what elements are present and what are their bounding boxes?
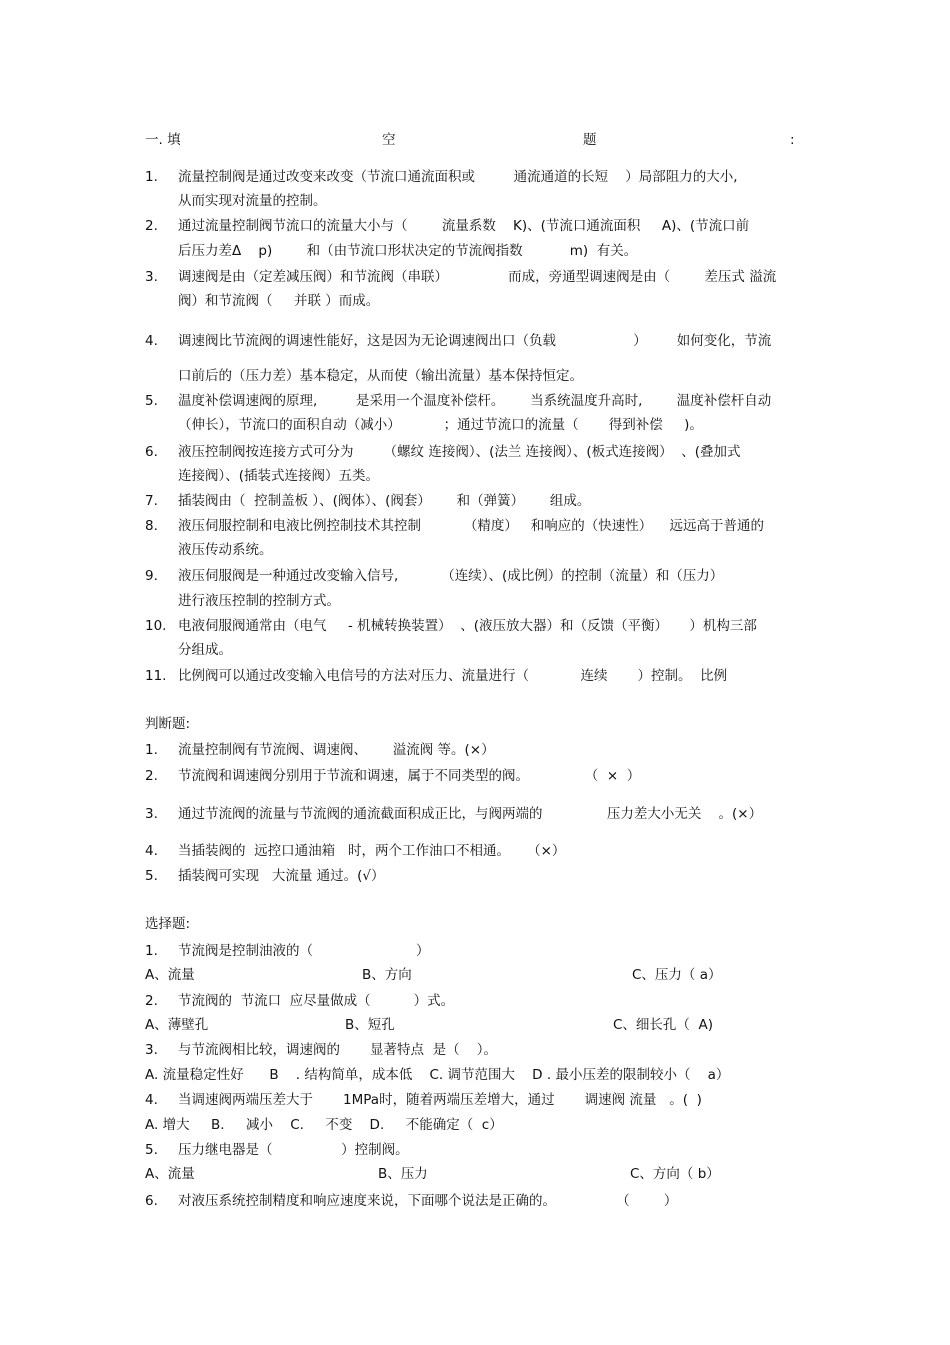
question-number: 4. <box>145 1092 158 1108</box>
question-number: 4. <box>145 843 158 859</box>
answer-option: A. 增大 B. 减小 C. 不变 D. 不能确定（ c） <box>145 1117 503 1133</box>
question-text-line: 液压控制阀按连接方式可分为 （螺纹 连接阀）、(法兰 连接阀）、(板式连接阀） 、(叠加式 <box>178 444 741 460</box>
question-number: 6. <box>145 444 158 460</box>
question-text: 节流阀是控制油液的（ ） <box>178 943 430 959</box>
question-number: 5. <box>145 1142 158 1158</box>
question-number: 3. <box>145 269 158 285</box>
question-text: 流量控制阀有节流阀、调速阀、 溢流阀 等。(×） <box>178 742 495 758</box>
question-number: 7. <box>145 493 158 509</box>
question-text-line: 流量控制阀是通过改变来改变（节流口通流面积或 通流通道的长短 ）局部阻力的大小, <box>178 169 738 185</box>
question-number: 2. <box>145 218 158 234</box>
question-text: 插装阀可实现 大流量 通过。(√） <box>178 868 385 884</box>
question-number: 3. <box>145 806 158 822</box>
question-number: 4. <box>145 333 158 349</box>
question-number: 1. <box>145 742 158 758</box>
answer-option: A、流量 <box>145 967 195 983</box>
question-text-line: 电液伺服阀通常由（电气 - 机械转换装置） 、(液压放大器）和（反馈（平衡） ）机构三部 <box>178 618 757 634</box>
question-number: 6. <box>145 1193 158 1209</box>
answer-option: A、薄壁孔 <box>145 1017 209 1033</box>
question-number: 5. <box>145 393 158 409</box>
question-number: 9. <box>145 568 158 584</box>
answer-option: B、短孔 <box>345 1017 395 1033</box>
question-number: 2. <box>145 768 158 784</box>
section-heading-fill-char: 题 <box>583 132 597 148</box>
judge-section-title: 判断题: <box>145 716 191 732</box>
question-text-line: 液压传动系统。 <box>178 542 273 558</box>
answer-option: B、方向 <box>362 967 412 983</box>
choice-section-title: 选择题: <box>145 916 191 932</box>
question-text: 节流阀的 节流口 应尽量做成（ ）式。 <box>178 993 455 1009</box>
section-heading-fill: 一. 填 <box>145 132 181 148</box>
question-text-line: 后压力差Δ p) 和（由节流口形状决定的节流阀指数 m) 有关。 <box>178 243 638 259</box>
answer-option: A. 流量稳定性好 B . 结构简单，成本低 C. 调节范围大 D . 最小压差的限制较小（ a） <box>145 1067 730 1083</box>
question-text-line: 从而实现对流量的控制。 <box>178 193 327 209</box>
question-text-line: 插装阀由（ 控制盖板 ）、(阀体）、(阀套） 和（弹簧） 组成。 <box>178 493 591 509</box>
question-number: 1. <box>145 943 158 959</box>
question-number: 2. <box>145 993 158 1009</box>
question-text: 当调速阀两端压差大于 1MPa时，随着两端压差增大，通过 调速阀 流量 。( ) <box>178 1092 702 1108</box>
question-text-line: 口前后的（压力差）基本稳定，从而使（输出流量）基本保持恒定。 <box>178 368 583 384</box>
question-number: 1. <box>145 169 158 185</box>
answer-option: C、方向（ b） <box>630 1166 720 1182</box>
question-number: 8. <box>145 518 158 534</box>
question-text: 压力继电器是（ ）控制阀。 <box>178 1142 409 1158</box>
question-text-line: 温度补偿调速阀的原理, 是采用一个温度补偿杆。 当系统温度升高时, 温度补偿杆自动 <box>178 393 772 409</box>
question-number: 3. <box>145 1042 158 1058</box>
question-text-line: （伸长），节流口的面积自动（减小） ；通过节流口的流量（ 得到补偿 )。 <box>178 417 703 433</box>
section-heading-fill-char: 空 <box>382 132 396 148</box>
answer-option: B、压力 <box>378 1166 428 1182</box>
question-text-line: 调速阀是由（定差减压阀）和节流阀（串联） 而成，旁通型调速阀是由（ 差压式 溢流 <box>178 269 777 285</box>
question-text-line: 进行液压控制的控制方式。 <box>178 593 340 609</box>
answer-option: C、细长孔（ A) <box>613 1017 714 1033</box>
section-heading-fill-char: : <box>790 132 795 148</box>
question-text-line: 分组成。 <box>178 642 232 658</box>
question-text: 通过节流阀的流量与节流阀的通流截面积成正比，与阀两端的 压力差大小无关 。(×） <box>178 806 763 822</box>
question-text: 当插装阀的 远控口通油箱 时，两个工作油口不相通。 （×） <box>178 843 566 859</box>
question-text-line: 液压伺服控制和电液比例控制技术其控制 （精度） 和响应的（快速性） 远远高于普通的 <box>178 518 764 534</box>
question-text: 对液压系统控制精度和响应速度来说，下面哪个说法是正确的。 （ ） <box>178 1193 678 1209</box>
question-text-line: 阀）和节流阀（ 并联 ）而成。 <box>178 293 380 309</box>
question-number: 10. <box>145 618 167 634</box>
question-text: 节流阀和调速阀分别用于节流和调速，属于不同类型的阀。 （ × ） <box>178 768 641 784</box>
question-number: 5. <box>145 868 158 884</box>
question-text-line: 液压伺服阀是一种通过改变输入信号, （连续）、(成比例）的控制（流量）和（压力） <box>178 568 724 584</box>
question-text: 与节流阀相比较，调速阀的 显著特点 是（ ）。 <box>178 1042 498 1058</box>
question-text-line: 通过流量控制阀节流口的流量大小与（ 流量系数 K)、(节流口通流面积 A)、(节流口前 <box>178 218 750 234</box>
question-text-line: 比例阀可以通过改变输入电信号的方法对压力、流量进行（ 连续 ）控制。 比例 <box>178 668 728 684</box>
answer-option: C、压力（ a） <box>632 967 722 983</box>
question-text-line: 连接阀）、(插装式连接阀）五类。 <box>178 468 380 484</box>
question-number: 11. <box>145 668 167 684</box>
question-text-line: 调速阀比节流阀的调速性能好，这是因为无论调速阀出口（负载 ） 如何变化，节流 <box>178 333 772 349</box>
answer-option: A、流量 <box>145 1166 195 1182</box>
